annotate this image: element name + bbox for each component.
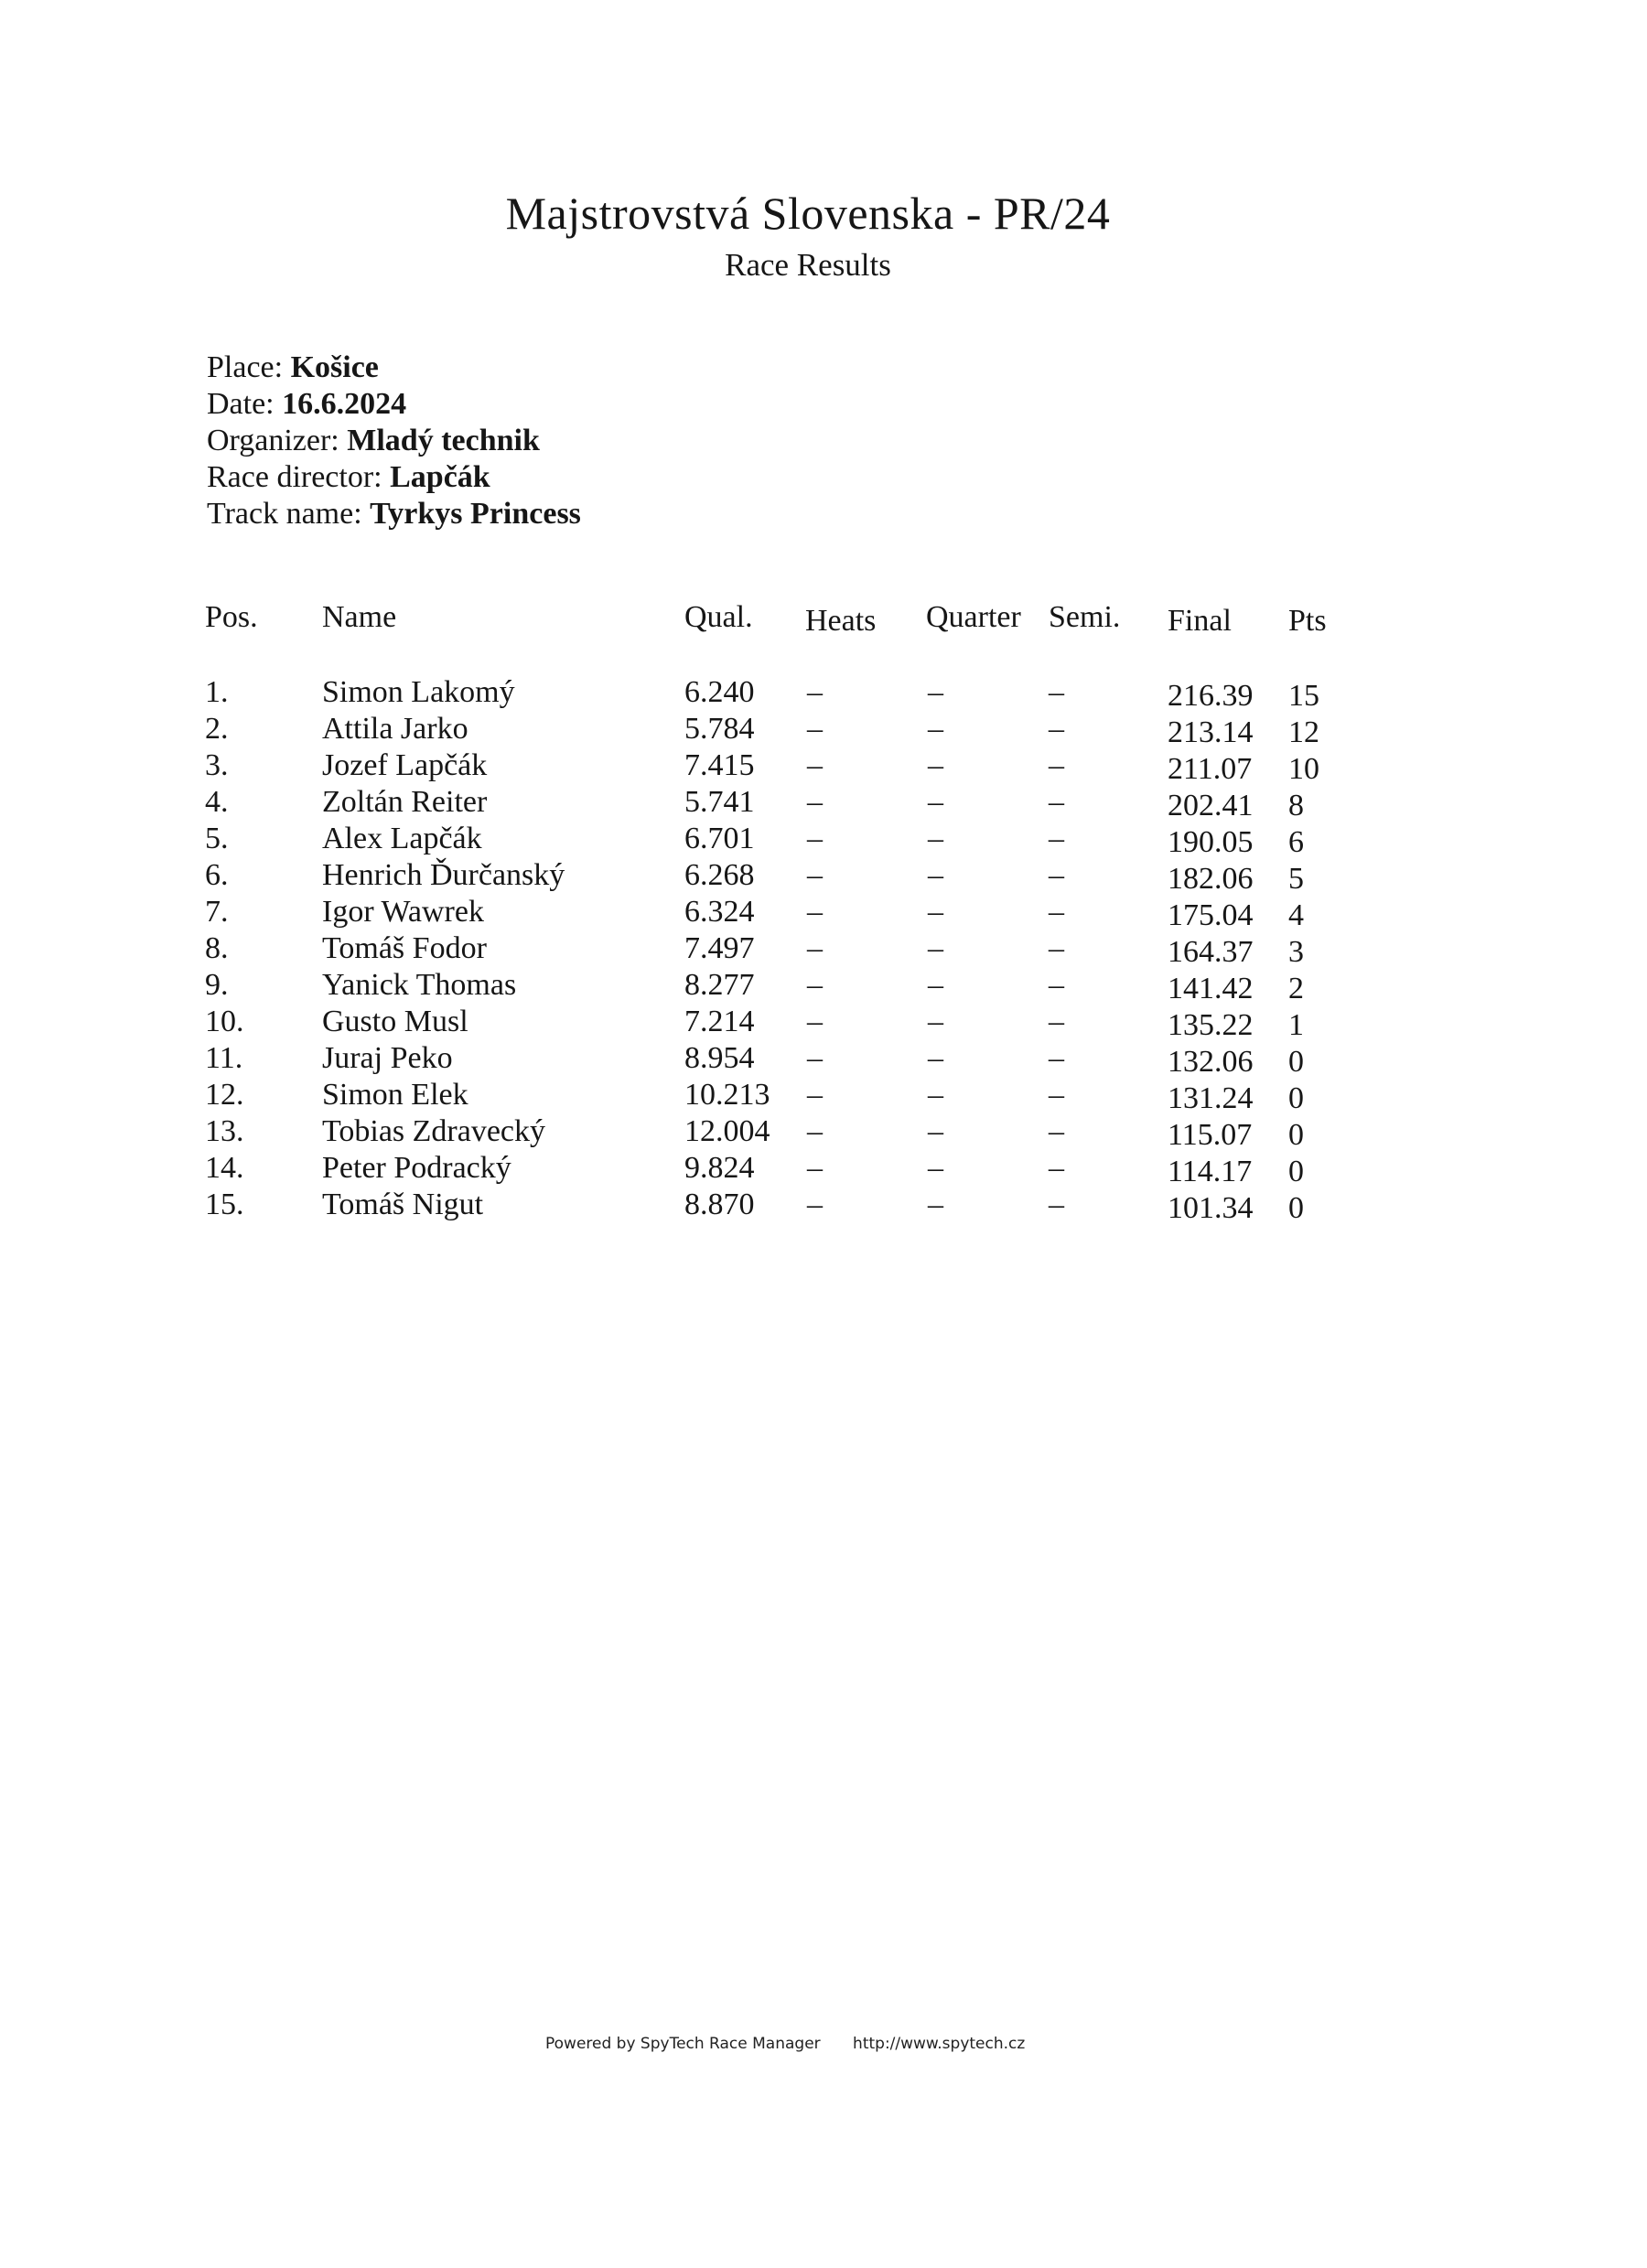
table-row [0,1188,1647,1224]
cell-name: Jozef Lapčák [322,748,488,782]
powered-by-text: Powered by SpyTech Race Manager [545,2035,821,2053]
cell-name: Zoltán Reiter [322,785,488,819]
cell-semi: – [1049,1005,1064,1038]
race-director-row [207,459,581,496]
cell-semi: – [1049,785,1064,819]
cell-final: 141.42 [1168,972,1254,1005]
cell-semi: – [1049,895,1064,929]
document-title: Majstrovstvá Slovenska - PR/24 [505,188,1111,239]
cell-pts: 0 [1288,1118,1304,1152]
cell-heats: – [807,858,823,892]
cell-quarter: – [928,748,943,782]
header-semi: Semi. [1049,600,1121,634]
cell-semi: – [1049,858,1064,892]
table-row [0,822,1647,858]
table-row [0,785,1647,822]
cell-qual: 10.213 [684,1078,770,1112]
cell-name: Tobias Zdravecký [322,1114,546,1148]
header-pts: Pts [1288,604,1327,638]
cell-quarter: – [928,858,943,892]
cell-name: Yanick Thomas [322,968,517,1002]
header-qual: Qual. [684,600,753,634]
cell-pts: 0 [1288,1081,1304,1115]
cell-pts: 8 [1288,789,1304,822]
footer-url-link[interactable]: http://www.spytech.cz [853,2035,1026,2053]
cell-semi: – [1049,1151,1064,1185]
cell-heats: – [807,748,823,782]
cell-semi: – [1049,931,1064,965]
table-row [0,931,1647,968]
cell-final: 211.07 [1168,752,1253,786]
place-label: Place: [207,350,284,384]
cell-name: Tomáš Nigut [322,1188,484,1221]
cell-pos: 1. [205,675,229,709]
cell-semi: – [1049,1078,1064,1112]
cell-pts: 3 [1288,935,1304,969]
document-subtitle: Race Results [725,247,891,283]
table-row [0,1151,1647,1188]
cell-final: 175.04 [1168,898,1254,932]
cell-pts: 12 [1288,715,1319,749]
cell-pos: 9. [205,968,229,1002]
table-row [0,895,1647,931]
cell-final: 182.06 [1168,862,1254,896]
cell-pts: 6 [1288,825,1304,859]
cell-pos: 12. [205,1078,244,1112]
header-final: Final [1168,604,1232,638]
cell-final: 135.22 [1168,1008,1254,1042]
table-row [0,1005,1647,1041]
table-row [0,1041,1647,1078]
table-row [0,1078,1647,1114]
cell-pos: 11. [205,1041,243,1075]
cell-pos: 10. [205,1005,244,1038]
cell-final: 164.37 [1168,935,1254,969]
cell-qual: 7.214 [684,1005,755,1038]
cell-quarter: – [928,1114,943,1148]
cell-semi: – [1049,675,1064,709]
cell-qual: 6.701 [684,822,755,855]
cell-final: 115.07 [1168,1118,1253,1152]
cell-pts: 0 [1288,1191,1304,1225]
date-label: Date: [207,387,274,421]
cell-heats: – [807,931,823,965]
organizer-row [207,423,581,459]
cell-quarter: – [928,1005,943,1038]
table-row [0,1114,1647,1151]
cell-qual: 7.497 [684,931,755,965]
cell-name: Alex Lapčák [322,822,482,855]
cell-pts: 10 [1288,752,1319,786]
place-value: Košice [290,350,379,384]
cell-heats: – [807,895,823,929]
track-name-row [207,496,581,532]
cell-quarter: – [928,1078,943,1112]
cell-final: 131.24 [1168,1081,1254,1115]
cell-name: Peter Podracký [322,1151,511,1185]
track-name-value: Tyrkys Princess [370,497,581,531]
cell-heats: – [807,968,823,1002]
cell-name: Simon Elek [322,1078,468,1112]
header-name: Name [322,600,397,634]
cell-qual: 5.784 [684,712,755,746]
organizer-value: Mladý technik [347,424,540,457]
cell-pos: 14. [205,1151,244,1185]
date-row [207,386,581,423]
footer [545,2035,1025,2053]
cell-quarter: – [928,822,943,855]
cell-semi: – [1049,822,1064,855]
cell-qual: 8.870 [684,1188,755,1221]
cell-final: 216.39 [1168,679,1254,713]
cell-pos: 5. [205,822,229,855]
cell-pos: 4. [205,785,229,819]
cell-semi: – [1049,712,1064,746]
date-value: 16.6.2024 [282,387,407,421]
cell-final: 114.17 [1168,1155,1253,1188]
cell-heats: – [807,1114,823,1148]
cell-name: Igor Wawrek [322,895,484,929]
organizer-label: Organizer: [207,424,339,457]
cell-final: 190.05 [1168,825,1254,859]
cell-pts: 0 [1288,1045,1304,1079]
cell-pts: 0 [1288,1155,1304,1188]
cell-name: Henrich Ďurčanský [322,858,565,892]
race-director-label: Race director: [207,460,382,494]
cell-quarter: – [928,675,943,709]
place-row [207,349,581,386]
cell-name: Simon Lakomý [322,675,515,709]
cell-name: Tomáš Fodor [322,931,487,965]
cell-pts: 5 [1288,862,1304,896]
cell-final: 202.41 [1168,789,1254,822]
cell-qual: 6.268 [684,858,755,892]
table-row [0,858,1647,895]
cell-semi: – [1049,968,1064,1002]
cell-semi: – [1049,1041,1064,1075]
cell-quarter: – [928,712,943,746]
cell-final: 132.06 [1168,1045,1254,1079]
race-info [207,349,581,532]
table-row [0,748,1647,785]
cell-name: Gusto Musl [322,1005,468,1038]
cell-pts: 1 [1288,1008,1304,1042]
cell-pos: 13. [205,1114,244,1148]
cell-heats: – [807,822,823,855]
cell-quarter: – [928,1151,943,1185]
cell-quarter: – [928,895,943,929]
cell-heats: – [807,785,823,819]
cell-qual: 9.824 [684,1151,755,1185]
cell-semi: – [1049,1188,1064,1221]
cell-qual: 8.954 [684,1041,755,1075]
cell-pos: 2. [205,712,229,746]
cell-semi: – [1049,748,1064,782]
cell-qual: 6.240 [684,675,755,709]
cell-heats: – [807,712,823,746]
cell-pos: 15. [205,1188,244,1221]
cell-qual: 7.415 [684,748,755,782]
cell-pts: 15 [1288,679,1319,713]
cell-semi: – [1049,1114,1064,1148]
cell-qual: 6.324 [684,895,755,929]
cell-heats: – [807,1078,823,1112]
cell-heats: – [807,675,823,709]
cell-quarter: – [928,785,943,819]
cell-pos: 8. [205,931,229,965]
race-director-value: Lapčák [390,460,490,494]
table-row [0,675,1647,712]
cell-name: Juraj Peko [322,1041,453,1075]
cell-final: 213.14 [1168,715,1254,749]
cell-qual: 5.741 [684,785,755,819]
results-table-header [0,600,1647,637]
header-pos: Pos. [205,600,258,634]
cell-heats: – [807,1188,823,1221]
cell-qual: 8.277 [684,968,755,1002]
cell-quarter: – [928,968,943,1002]
cell-pos: 3. [205,748,229,782]
header-quarter: Quarter [926,600,1021,634]
track-name-label: Track name: [207,497,362,531]
header-heats: Heats [805,604,877,638]
cell-heats: – [807,1005,823,1038]
cell-pos: 6. [205,858,229,892]
cell-final: 101.34 [1168,1191,1254,1225]
table-row [0,712,1647,748]
cell-pos: 7. [205,895,229,929]
cell-heats: – [807,1041,823,1075]
cell-quarter: – [928,931,943,965]
cell-quarter: – [928,1041,943,1075]
cell-heats: – [807,1151,823,1185]
cell-pts: 2 [1288,972,1304,1005]
cell-qual: 12.004 [684,1114,770,1148]
table-row [0,968,1647,1005]
cell-quarter: – [928,1188,943,1221]
cell-name: Attila Jarko [322,712,468,746]
cell-pts: 4 [1288,898,1304,932]
